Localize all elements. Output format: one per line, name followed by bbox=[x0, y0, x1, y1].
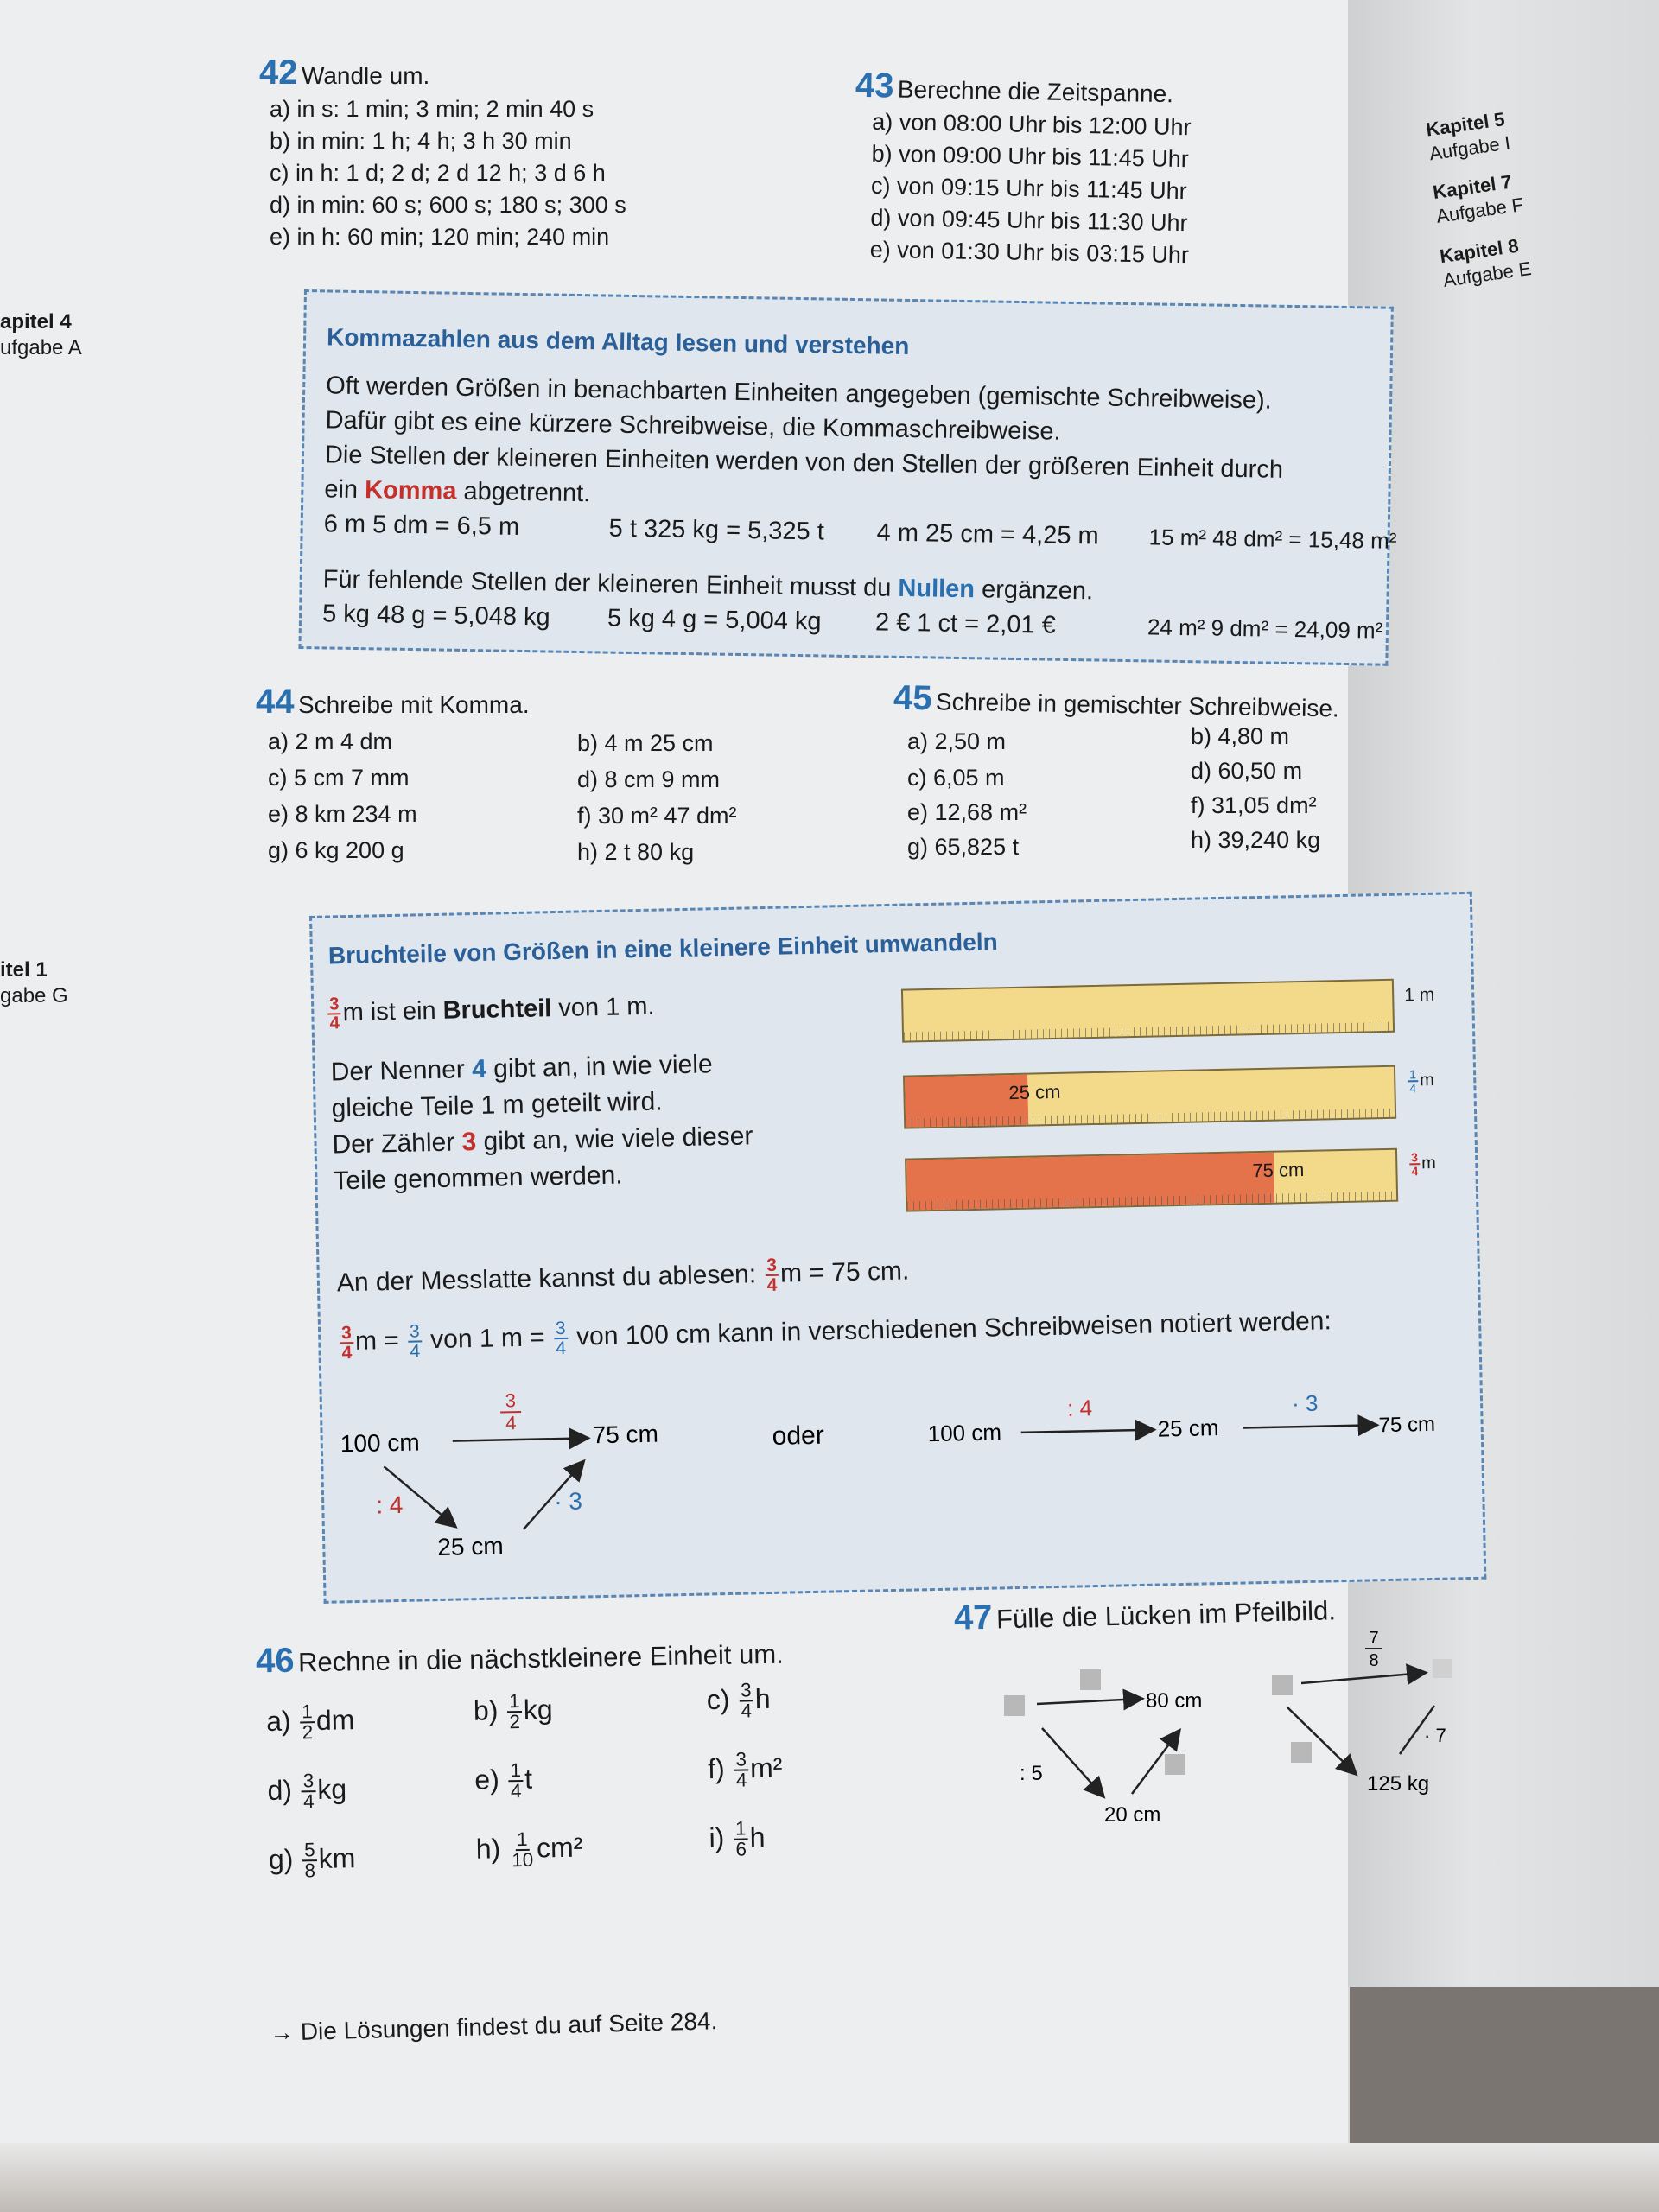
task-42-items bbox=[270, 93, 626, 253]
list-item: h) 39,240 kg bbox=[1191, 827, 1321, 853]
diagram-value: 75 cm bbox=[1378, 1412, 1436, 1438]
example: 5 kg 48 g = 5,048 kg bbox=[321, 600, 550, 632]
list-item: d) $\frac{3}{4}$ kg bbox=[267, 1770, 347, 1813]
list-item: b) $\frac{1}{2}$ kg bbox=[473, 1690, 553, 1733]
fraction: $\frac{3}{4}$ bbox=[328, 995, 340, 1033]
diagram-fraction-numerator: 3 bbox=[505, 1389, 517, 1412]
box-paragraph: Die Stellen der kleineren Einheiten werden von den Stellen der größeren Einheit durch bbox=[324, 441, 1284, 484]
text: von 1 m. bbox=[550, 992, 655, 1023]
example: 24 m² 9 dm² = 24,09 m² bbox=[1147, 613, 1383, 644]
info-box-bruchteile bbox=[309, 892, 1486, 1604]
box-line bbox=[326, 989, 655, 1033]
list-item: g) $\frac{5}{8}$ km bbox=[268, 1839, 356, 1882]
footer-solutions-note: → Die Lösungen findest du auf Seite 284. bbox=[269, 2007, 718, 2046]
keyword-nullen: Nullen bbox=[898, 574, 976, 604]
list-item: b) in min: 1 h; 4 h; 3 h 30 min bbox=[270, 128, 572, 154]
task-46-items bbox=[265, 1679, 874, 1928]
diagram-fraction-denominator: 8 bbox=[1369, 1651, 1379, 1670]
text: Für fehlende Stellen der kleineren Einheit musst du bbox=[322, 565, 899, 602]
list-item: g) 65,825 t bbox=[907, 834, 1020, 860]
diagram-value: 125 kg bbox=[1367, 1772, 1430, 1796]
list-item: c) 5 cm 7 mm bbox=[268, 765, 410, 791]
example: 5 t 325 kg = 5,325 t bbox=[608, 514, 825, 546]
side-note-kapitel-7: Kapitel 7 Aufgabe F bbox=[1431, 170, 1525, 227]
diagram-operator: · 3 bbox=[1291, 1389, 1319, 1417]
task-number: 47 bbox=[953, 1598, 994, 1637]
list-item: a) 2,50 m bbox=[907, 728, 1007, 754]
example: 4 m 25 cm = 4,25 m bbox=[876, 518, 1099, 550]
box-paragraph: Dafür gibt es eine kürzere Schreibweise, die Kommaschreibweise. bbox=[325, 406, 1061, 446]
task-title: Wandle um. bbox=[301, 62, 430, 89]
list-item: e) in h: 60 min; 120 min; 240 min bbox=[270, 224, 610, 250]
task-number: 44 bbox=[256, 683, 295, 721]
diagram-operator: · 3 bbox=[553, 1487, 583, 1516]
task-47-arrow-diagrams bbox=[994, 1624, 1478, 1849]
box-title: Kommazahlen aus dem Alltag lesen und verstehen bbox=[326, 323, 910, 360]
example: 15 m² 48 dm² = 15,48 m² bbox=[1148, 524, 1397, 554]
box-title: Bruchteile von Größen in eine kleinere Einheit umwandeln bbox=[327, 928, 998, 969]
list-item: e) 12,68 m² bbox=[907, 799, 1027, 825]
list-item: h) 2 t 80 kg bbox=[577, 839, 695, 865]
oder-label: oder bbox=[772, 1421, 825, 1451]
side-note-kapitel-1: itel 1 gabe G bbox=[0, 958, 68, 1007]
task-44 bbox=[256, 683, 530, 721]
text: abgetrennt. bbox=[456, 477, 591, 508]
diagram-operator: : 5 bbox=[1020, 1762, 1043, 1785]
list-item: a) von 08:00 Uhr bis 12:00 Uhr bbox=[872, 108, 1192, 141]
text: m ist ein bbox=[342, 996, 443, 1027]
task-number: 46 bbox=[255, 1641, 295, 1681]
list-item: a) $\frac{1}{2}$ dm bbox=[265, 1700, 355, 1744]
list-item: e) von 01:30 Uhr bis 03:15 Uhr bbox=[869, 236, 1190, 269]
side-note-kapitel-5: Kapitel 5 Aufgabe I bbox=[1424, 108, 1512, 165]
ruler-fraction-label: $\frac{1}{4}$ m bbox=[1408, 1067, 1434, 1096]
list-item: d) 60,50 m bbox=[1191, 758, 1303, 784]
ruler-quarter bbox=[903, 1065, 1396, 1129]
list-item: h) $\frac{1}{10}$ cm² bbox=[475, 1827, 583, 1872]
list-item: e) 8 km 234 m bbox=[268, 801, 417, 827]
list-item: b) von 09:00 Uhr bis 11:45 Uhr bbox=[871, 140, 1190, 173]
list-item: d) 8 cm 9 mm bbox=[577, 766, 721, 792]
diagram-operator: · 7 bbox=[1424, 1725, 1446, 1746]
ruler-label: 75 cm bbox=[1252, 1158, 1305, 1182]
list-item: c) in h: 1 d; 2 d; 2 d 12 h; 3 d 6 h bbox=[270, 160, 606, 186]
task-title: Fülle die Lücken im Pfeilbild. bbox=[995, 1595, 1337, 1635]
diagram-value: 25 cm bbox=[437, 1532, 504, 1561]
example: 5 kg 4 g = 5,004 kg bbox=[607, 604, 822, 636]
box-explanation: Der Nenner 4 gibt an, in wie viele gleiche Teile 1 m geteilt wird. Der Zähler 3 gibt an, wie viele dieser Teile genommen werden. bbox=[330, 1050, 753, 1196]
blank-box bbox=[1165, 1754, 1185, 1775]
keyword-bruchteil: Bruchteil bbox=[442, 995, 552, 1025]
box-line: An der Messlatte kannst du ablesen: $\frac{3}{4}$ m = 75 cm. bbox=[336, 1255, 910, 1298]
task-number: 45 bbox=[893, 678, 932, 718]
task-45 bbox=[893, 679, 1340, 726]
diagram-value: 20 cm bbox=[1104, 1803, 1161, 1827]
ruler-1m bbox=[901, 979, 1395, 1043]
example: 2 € 1 ct = 2,01 € bbox=[874, 608, 1057, 639]
side-note-kapitel-8: Kapitel 8 Aufgabe E bbox=[1438, 234, 1533, 291]
list-item: i) $\frac{1}{6}$ h bbox=[709, 1817, 766, 1861]
list-item: d) in min: 60 s; 600 s; 180 s; 300 s bbox=[270, 192, 626, 218]
list-item: f) $\frac{3}{4}$ m² bbox=[707, 1748, 783, 1792]
list-item: f) 30 m² 47 dm² bbox=[577, 803, 737, 829]
ruler-label: 25 cm bbox=[1008, 1080, 1061, 1104]
diagram-operator: : 4 bbox=[375, 1491, 404, 1519]
list-item: e) $\frac{1}{4}$ t bbox=[474, 1758, 533, 1802]
list-item: f) 31,05 dm² bbox=[1191, 792, 1317, 818]
ruler-label: 1 m bbox=[1403, 984, 1435, 1006]
diagram-operator: : 4 bbox=[1066, 1395, 1093, 1421]
task-title: Berechne die Zeitspanne. bbox=[897, 75, 1174, 108]
diagram-value: 100 cm bbox=[927, 1419, 1002, 1447]
blank-box bbox=[1433, 1659, 1452, 1678]
diagram-value: 75 cm bbox=[592, 1420, 659, 1449]
text: ein bbox=[324, 475, 365, 505]
arrow-diagram bbox=[321, 1361, 1475, 1592]
task-title: Schreibe mit Komma. bbox=[297, 691, 530, 718]
list-item: a) 2 m 4 dm bbox=[268, 728, 393, 754]
blank-box bbox=[1272, 1675, 1293, 1695]
box-line: $\frac{3}{4}$ m = $\frac{3}{4}$ von 1 m = $\frac{3}{4}$ von 100 cm kann in verschiedenen Schreibweisen notiert werden: bbox=[340, 1306, 1332, 1363]
task-42 bbox=[259, 54, 429, 92]
diagram-value: 80 cm bbox=[1146, 1689, 1203, 1713]
list-item: c) von 09:15 Uhr bis 11:45 Uhr bbox=[870, 172, 1187, 205]
ruler-three-quarter bbox=[905, 1148, 1398, 1212]
task-43-items bbox=[869, 106, 1191, 271]
box-body bbox=[321, 368, 1397, 649]
example: 6 m 5 dm = 6,5 m bbox=[323, 510, 520, 541]
ruler-fraction-label: $\frac{3}{4}$ m bbox=[1410, 1150, 1436, 1179]
info-box-kommazahlen bbox=[298, 289, 1397, 666]
task-title: Rechne in die nächstkleinere Einheit um. bbox=[297, 1638, 785, 1678]
list-item: c) 6,05 m bbox=[907, 765, 1005, 791]
list-item: a) in s: 1 min; 3 min; 2 min 40 s bbox=[270, 96, 594, 122]
blank-box bbox=[1080, 1669, 1101, 1690]
text: ergänzen. bbox=[974, 575, 1094, 606]
list-item: b) 4,80 m bbox=[1191, 723, 1290, 749]
task-title: Schreibe in gemischter Schreibweise. bbox=[935, 688, 1340, 722]
diagram-fraction-denominator: 4 bbox=[505, 1412, 517, 1434]
page-bottom-shadow bbox=[0, 2143, 1659, 2212]
diagram-value: 25 cm bbox=[1157, 1414, 1219, 1442]
box-paragraph: Oft werden Größen in benachbarten Einheiten angegeben (gemischte Schreibweise). bbox=[326, 372, 1272, 415]
diagram-value: 100 cm bbox=[340, 1428, 420, 1458]
task-43 bbox=[855, 67, 1174, 111]
blank-box bbox=[1004, 1695, 1025, 1716]
diagram-fraction-numerator: 7 bbox=[1369, 1629, 1379, 1648]
list-item: c) $\frac{3}{4}$ h bbox=[706, 1679, 771, 1722]
task-number: 42 bbox=[259, 54, 298, 92]
keyword-komma: Komma bbox=[364, 476, 457, 505]
list-item: b) 4 m 25 cm bbox=[577, 730, 714, 756]
list-item: d) von 09:45 Uhr bis 11:30 Uhr bbox=[870, 204, 1188, 237]
side-note-kapitel-4: apitel 4 ufgabe A bbox=[0, 310, 82, 359]
blank-box bbox=[1291, 1742, 1312, 1763]
task-number: 43 bbox=[855, 66, 894, 105]
list-item: g) 6 kg 200 g bbox=[268, 837, 404, 863]
